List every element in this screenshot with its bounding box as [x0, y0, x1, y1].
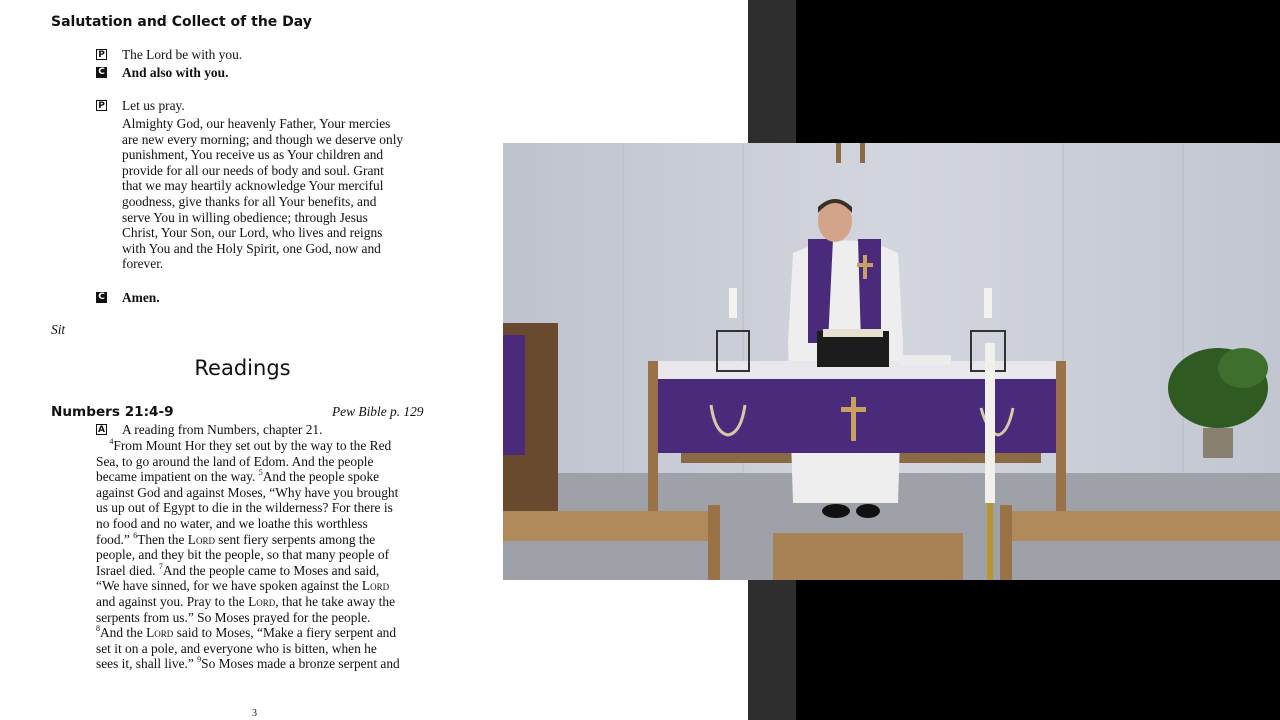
reading-line: against God and against Moses, “Why have you brought: [96, 484, 399, 500]
shoe: [822, 504, 850, 518]
altar-leg: [648, 361, 658, 511]
prayer-line: forever.: [122, 256, 164, 272]
response-line-pastor: The Lord be with you.: [122, 47, 243, 62]
paschal-candle: [985, 343, 995, 503]
congregation-badge: C: [96, 67, 107, 78]
verse-number: 6: [133, 530, 138, 540]
assistant-badge: A: [96, 424, 107, 435]
paper-stack: [901, 355, 951, 365]
crucifix-icon: [851, 397, 856, 441]
pulpit-parament: [503, 335, 525, 455]
scripture-reading: [96, 438, 400, 672]
congregation-badge: C: [96, 292, 107, 303]
altar-leg: [1056, 361, 1066, 511]
section-heading-salutation: Salutation and Collect of the Day: [51, 14, 312, 30]
prayer-line: provide for all our needs of body and soul. Grant: [122, 162, 384, 178]
reading-line: Sea, to go around the land of Edom. And the people: [96, 453, 374, 469]
reading-line: Israel died. $^7$And the people came to Moses and said,: [96, 561, 380, 578]
livestream-video[interactable]: [503, 143, 1280, 580]
prayer-line: with You and the Holy Spirit, one God, now and: [122, 240, 381, 256]
reading-line: serpents from us.” So Moses prayed for the people.: [96, 609, 371, 625]
page-number: 3: [252, 708, 257, 719]
reading-line: people, and they bit the people, so that many people of: [96, 547, 390, 563]
reading-line: $^4$From Mount Hor they set out by the way to the Red: [109, 437, 392, 453]
reading-line: $^8$And the Lord said to Moses, “Make a fiery serpent and: [96, 624, 397, 641]
response-line-congregation: And also with you.: [122, 65, 229, 80]
prayer-line: Almighty God, our heavenly Father, Your mercies: [122, 116, 391, 131]
posture-instruction: Sit: [51, 322, 66, 337]
pastor-badge: P: [96, 49, 107, 60]
readings-heading: Readings: [194, 356, 291, 380]
candle: [984, 288, 992, 318]
prayer-line: that we may heartily acknowledge Your merciful: [122, 178, 384, 194]
stole-cross-icon: [857, 263, 873, 267]
wall-cross: [836, 143, 841, 163]
altar-book: [823, 329, 883, 337]
plant-pot: [1203, 428, 1233, 458]
prayer-line: serve You in willing obedience; through Jesus: [122, 209, 368, 225]
reading-line: food.” $^6$Then the Lord sent fiery serpents among the: [96, 530, 376, 547]
verse-number: 7: [158, 561, 163, 571]
verse-number: 5: [258, 468, 263, 478]
church-altar-scene: [503, 143, 1280, 580]
prayer-line: are new every morning; and though we deserve only: [122, 131, 404, 147]
prayer-line: goodness, give thanks for all Your benefits, and: [122, 193, 377, 209]
pew: [1000, 511, 1280, 541]
let-us-pray: Let us pray.: [122, 98, 185, 113]
stole: [858, 239, 881, 343]
verse-number: 8: [96, 624, 100, 634]
reading-line: us up out of Egypt to die in the wilderness? For there is: [96, 500, 393, 516]
reading-line: and against you. Pray to the Lord, that he take away the: [96, 593, 396, 609]
pew: [503, 511, 718, 541]
pew-end: [1000, 505, 1012, 580]
kneeler: [773, 533, 963, 580]
reading-intro: A reading from Numbers, chapter 21.: [122, 422, 323, 437]
pastor-badge: P: [96, 100, 107, 111]
candle: [729, 288, 737, 318]
amen-response: Amen.: [122, 290, 160, 305]
pew-bible-page: Pew Bible p. 129: [332, 404, 424, 419]
reading-line: set it on a pole, and everyone who is bitten, when he: [96, 640, 377, 656]
reading-line: “We have sinned, for we have spoken against the Lord: [96, 578, 390, 594]
scripture-reference: Numbers 21:4-9: [51, 404, 174, 420]
wall-cross: [860, 143, 865, 163]
paschal-candle-stand: [987, 503, 993, 580]
plant: [1218, 348, 1268, 388]
reading-line: became impatient on the way. $^5$And the people spoke: [96, 468, 380, 485]
verse-number: 9: [197, 655, 202, 665]
shoe: [856, 504, 880, 518]
reading-line: sees it, shall live.” $^9$So Moses made a bronze serpent and: [96, 655, 400, 672]
verse-number: 4: [109, 437, 114, 446]
pew-end: [708, 505, 720, 580]
collect-prayer: [122, 116, 442, 272]
reading-line: no food and no water, and we loathe this worthless: [96, 515, 368, 531]
prayer-line: Christ, Your Son, our Lord, who lives and reigns: [122, 225, 383, 241]
prayer-line: punishment, You receive us as Your children and: [122, 147, 384, 163]
crucifix-icon: [841, 407, 866, 412]
